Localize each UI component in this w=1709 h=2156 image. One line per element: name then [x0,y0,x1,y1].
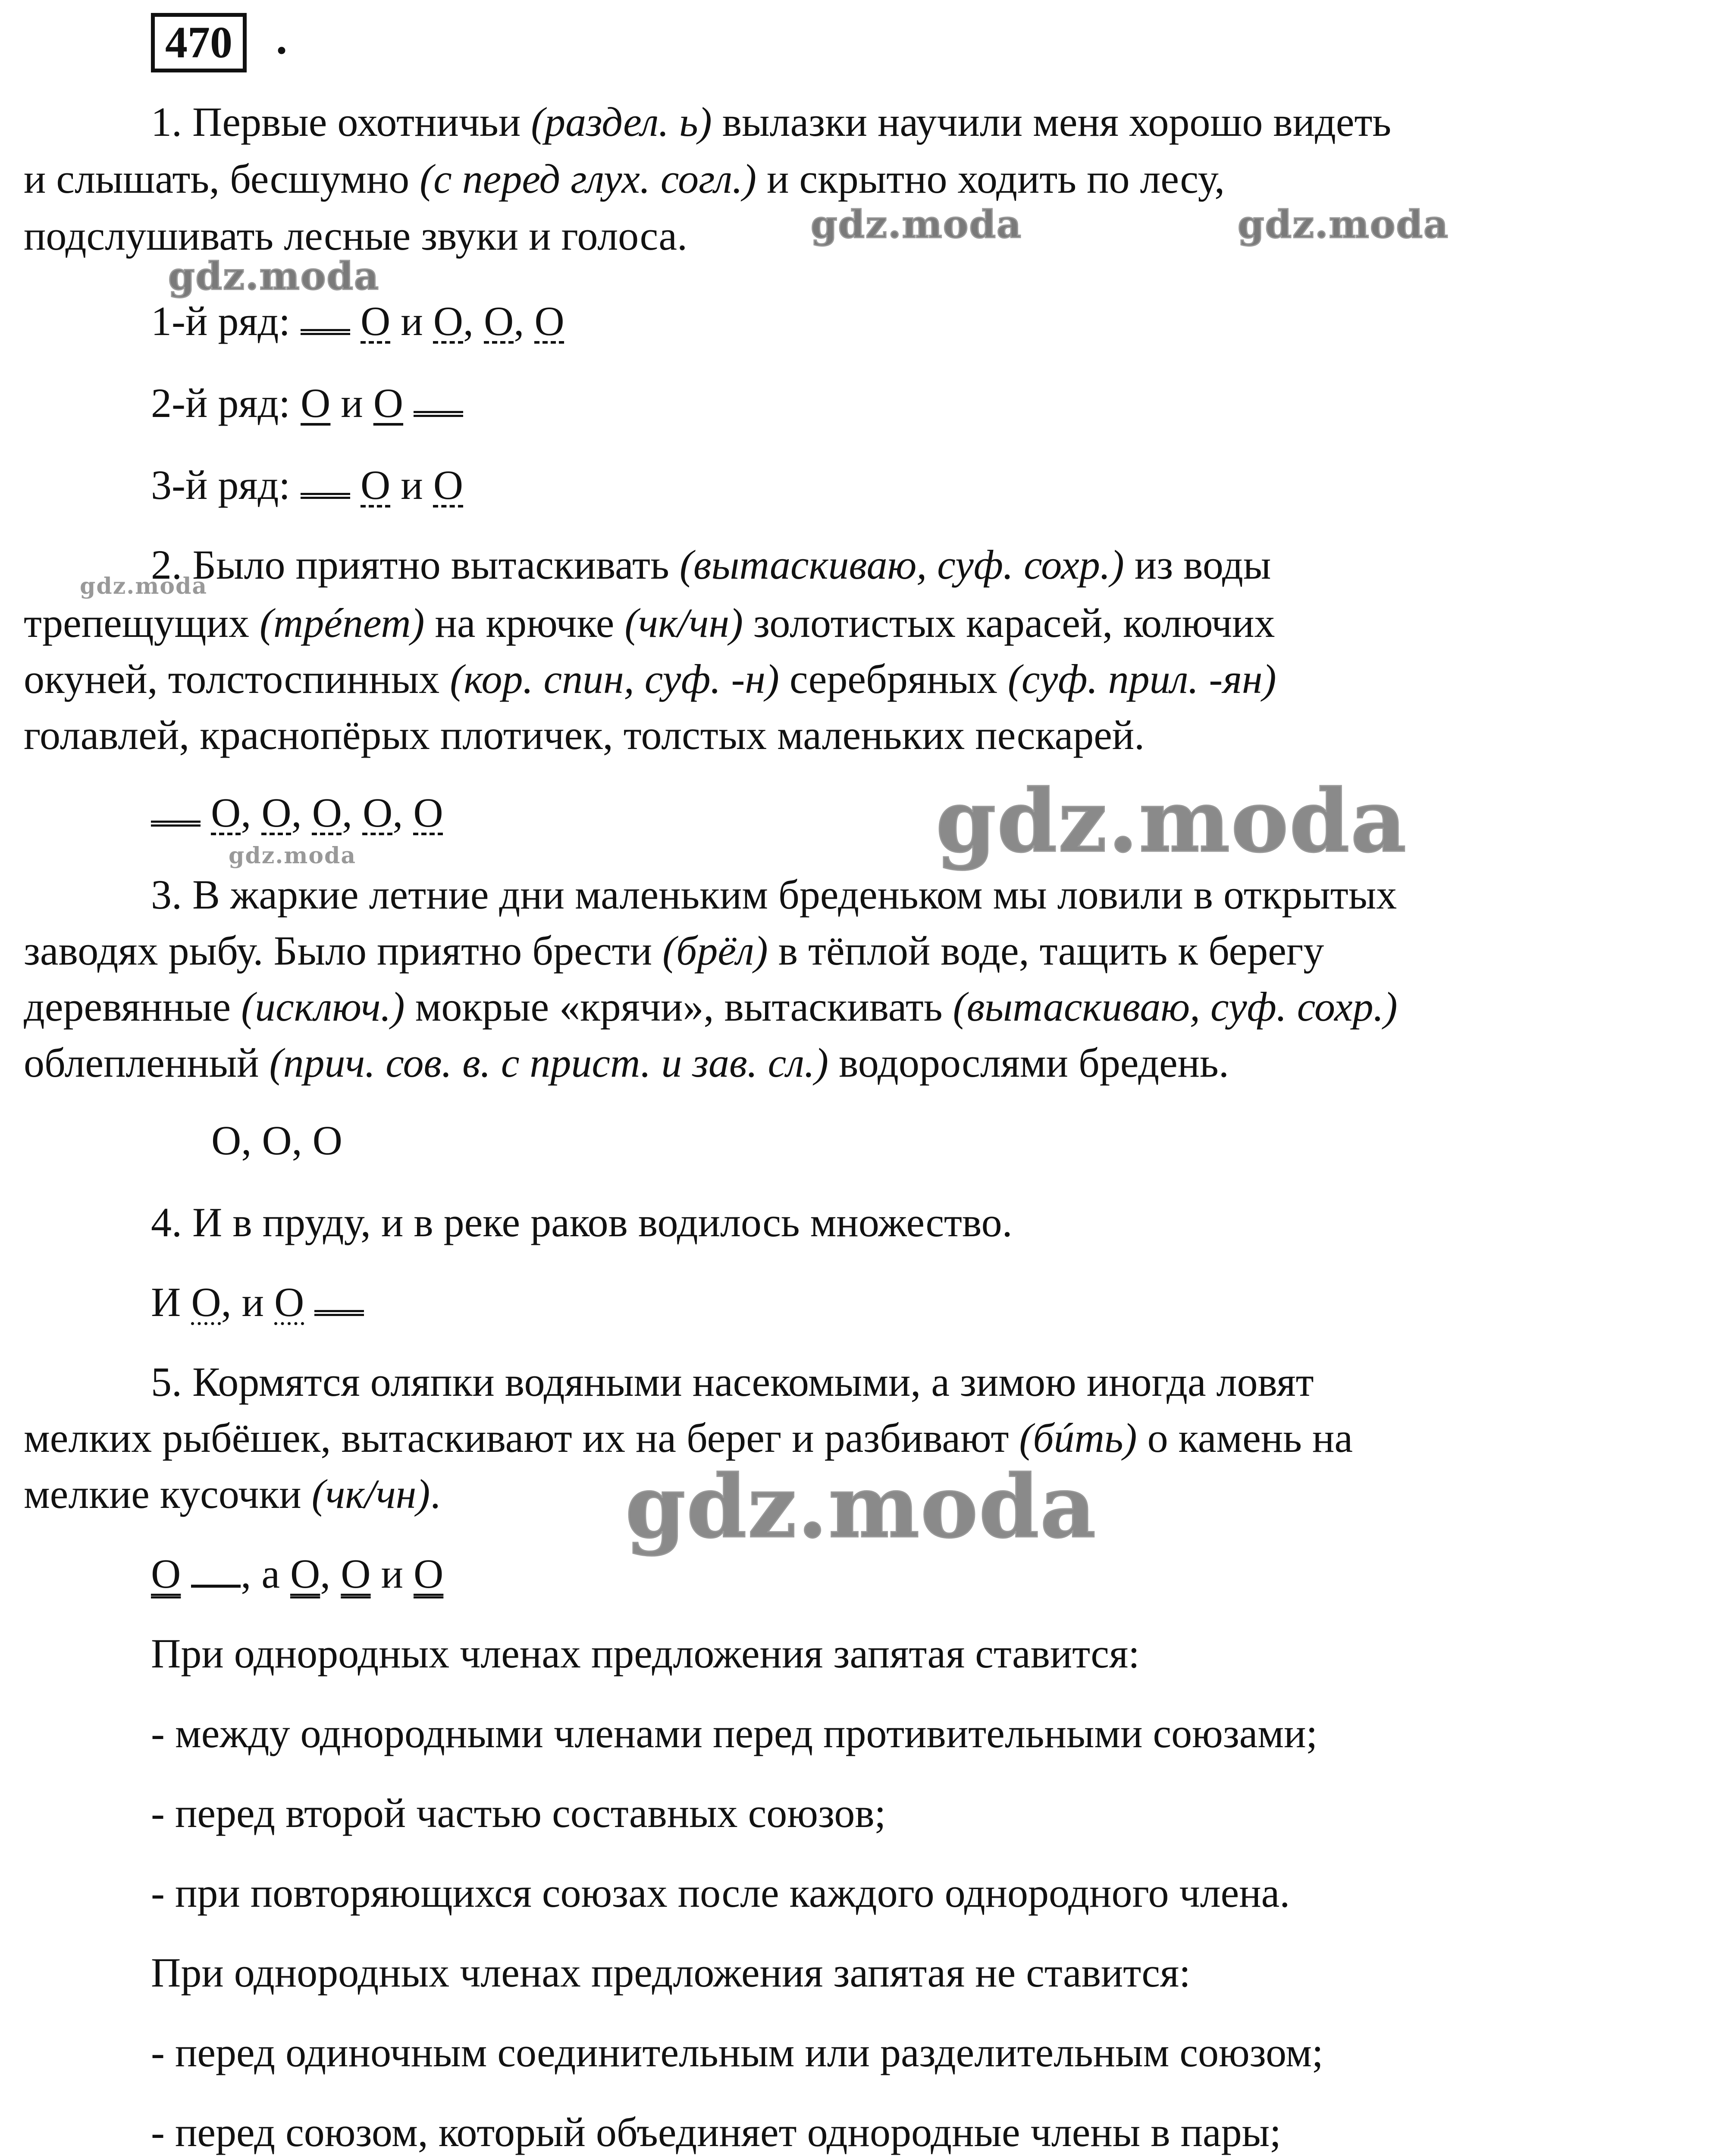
conj: и [370,1551,414,1597]
conj: И [151,1279,191,1325]
s3-scheme: О, О, О [211,1117,342,1163]
s2-text: 2. Было приятно вытаскивать [151,542,680,588]
s1-text-3: и слышать, бесшумно [24,156,420,202]
subject-mark [191,1559,241,1588]
comma: , [291,790,312,836]
s3-note: (исключ.) [241,984,405,1030]
s1-text-4: и скрытно ходить по лесу, [756,156,1225,202]
predicate-mark: О [361,298,391,344]
conj: , а [241,1551,290,1597]
scheme-o: О [312,790,342,836]
scheme-o: О [362,790,393,836]
scheme-o: О [191,1279,221,1325]
rule-1-heading: При однородных членах предложения запятая ставится: [151,1630,1140,1677]
scheme-o: О [211,790,241,836]
s3-text: в тёплой воде, тащить к берегу [768,928,1324,974]
scheme-o: О [290,1551,320,1597]
s2-line-1 [151,541,1271,589]
scheme-o: О [341,1551,371,1597]
comma: , [392,790,414,836]
s3-note: (прич. сов. в. с прист. и зав. сл.) [269,1040,829,1086]
s5-text: мелкие кусочки [24,1471,312,1517]
watermark: gdz.moda [936,771,1408,872]
row-3-scheme [151,461,463,509]
predicate-mark [314,1284,364,1316]
object-mark: О [361,462,391,508]
subject-mark: О [301,380,331,426]
watermark: gdz.moda [80,573,208,599]
task-number-dot: . [276,14,287,63]
rule-1-item-2: - перед второй частью составных союзов; [151,1790,886,1836]
s5-scheme [151,1550,443,1598]
predicate-mark: О [534,298,564,344]
task-number: 470 [151,13,247,72]
row-3-label: 3-й ряд: [151,462,301,508]
s3-text: облепленный [24,1040,270,1086]
scheme-o: О [151,1551,181,1597]
s3-line-1: 3. В жаркие летние дни маленьким бреденьком мы ловили в открытых [151,871,1397,918]
predicate-mark [414,385,463,417]
comma: , [342,790,363,836]
rule-2-heading: При однородных членах предложения запятая не ставится: [151,1949,1191,1996]
rule-1-item-3: - при повторяющихся союзах после каждого однородного члена. [151,1870,1290,1916]
s2-line-4: голавлей, краснопёрых плотичек, толстых маленьких пескарей. [24,712,1145,758]
conj: , и [221,1279,275,1325]
s2-note: (вытаскиваю, суф. сохр.) [679,542,1124,588]
comma: , [463,298,484,344]
s5-line-3 [24,1470,440,1518]
s3-line-4 [24,1039,1229,1087]
s5-line-1: 5. Кормятся оляпки водяными насекомыми, а зимою иногда ловят [151,1359,1314,1405]
subject-mark: О [373,380,404,426]
s1-line-1 [151,98,1391,146]
s1-line-3: подслушивать лесные звуки и голоса. [24,213,687,259]
scheme-o: О [413,790,443,836]
predicate-mark [301,467,350,499]
s3-text: заводях рыбу. Было приятно брести [24,928,663,974]
s2-note: (трéпет) [259,600,425,646]
conj: и [390,462,433,508]
s3-line-3 [24,983,1398,1031]
watermark: gdz.moda [168,254,380,298]
comma: , [320,1551,341,1597]
s1-line-2 [24,155,1225,203]
s2-scheme [151,789,443,837]
s5-text: мелких рыбёшек, вытаскивают их на берег и разбивают [24,1415,1019,1461]
s3-note: (брёл) [662,928,768,974]
s4-scheme [151,1279,364,1326]
rule-2-item-2: - перед союзом, который объединяет однородные члены в пары; [151,2109,1281,2155]
watermark: gdz.moda [625,1456,1097,1557]
row-2-label: 2-й ряд: [151,380,301,426]
object-mark: О [433,462,464,508]
s4-line: 4. И в пруду, и в реке раков водилось множество. [151,1199,1013,1245]
comma: , [514,298,535,344]
s2-line-2 [24,599,1275,647]
s2-text: трепещущих [24,600,260,646]
predicate-mark [151,795,201,827]
s5-text: о камень на [1137,1415,1353,1461]
s2-note: (кор. спин, суф. -н) [450,656,779,702]
s5-note: (чк/чн) [311,1471,430,1517]
watermark: gdz.moda [811,202,1022,247]
predicate-mark: О [433,298,464,344]
rule-2-item-1: - перед одиночным соединительным или разделительным союзом; [151,2029,1323,2075]
s3-text: водорослями бредень. [828,1040,1229,1086]
s2-text: серебряных [779,656,1008,702]
s1-text-2: вылазки научили меня хорошо видеть [712,99,1392,145]
row-2-scheme [151,379,463,427]
s2-text: золотистых карасей, колючих [743,600,1275,646]
s3-text: деревянные [24,984,241,1030]
s5-note: (бúть) [1019,1415,1137,1461]
s1-text: 1. Первые охотничьи [151,99,531,145]
watermark: gdz.moda [1238,202,1449,247]
predicate-mark: О [484,298,514,344]
watermark: gdz.moda [229,843,357,869]
comma: , [241,790,262,836]
s2-text: окуней, толстоспинных [24,656,450,702]
s2-note: (суф. прил. -ян) [1007,656,1276,702]
scheme-o: О [413,1551,444,1597]
s2-text: из воды [1124,542,1271,588]
scheme-o: О [274,1279,304,1325]
subject-mark [301,303,350,335]
s2-text: на крючке [424,600,625,646]
s5-text: . [430,1471,441,1517]
s3-text: мокрые «крячи», вытаскивать [405,984,953,1030]
s1-note-1: (раздел. ь) [531,99,712,145]
conj: и [390,298,433,344]
s3-note: (вытаскиваю, суф. сохр.) [953,984,1398,1030]
rule-1-item-1: - между однородными членами перед противительными союзами; [151,1710,1318,1756]
conj: и [330,380,373,426]
s1-note-2: (с перед глух. согл.) [420,156,757,202]
s2-line-3 [24,655,1276,703]
s2-note: (чк/чн) [624,600,743,646]
row-1-label: 1-й ряд: [151,298,301,344]
s3-line-2 [24,927,1324,975]
scheme-o: О [261,790,292,836]
row-1-scheme [151,298,564,345]
s5-line-2 [24,1414,1353,1462]
